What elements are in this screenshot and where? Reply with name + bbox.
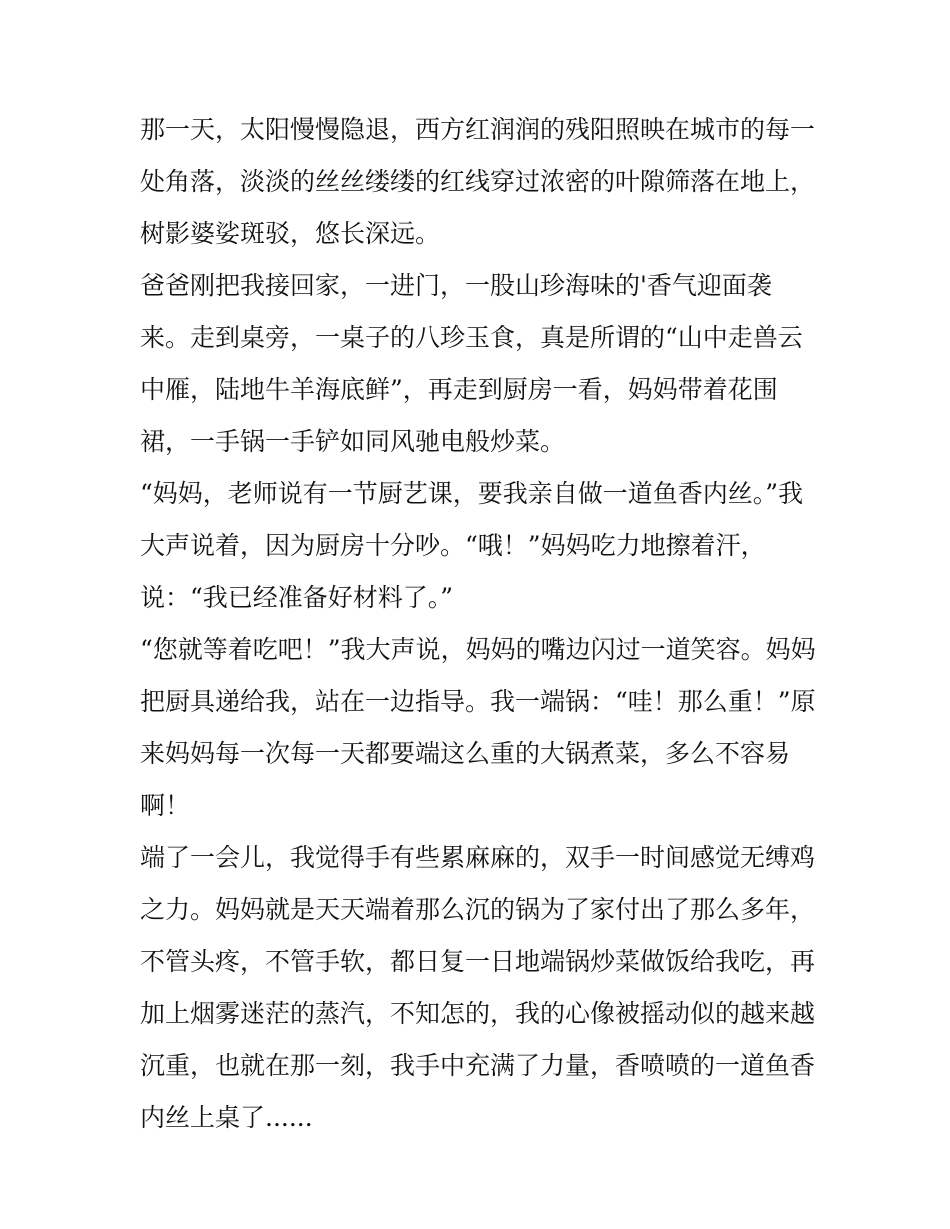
text-line: 端了一会儿，我觉得手有些累麻麻的，双手一时间感觉无缚鸡 <box>140 843 816 872</box>
paragraph-4 <box>140 624 820 832</box>
text-line: 中雁，陆地牛羊海底鲜”，再走到厨房一看，妈妈带着花围 <box>140 375 778 404</box>
paragraph-5 <box>140 832 820 1144</box>
essay-text <box>140 104 820 1144</box>
text-line: 裙，一手锅一手铲如同风驰电般炒菜。 <box>140 427 566 456</box>
text-line: 来妈妈每一次每一天都要端这么重的大锅煮菜，多么不容易 <box>140 739 791 768</box>
text-line: 沉重，也就在那一刻，我手中充满了力量，香喷喷的一道鱼香 <box>140 1051 816 1080</box>
text-line: 啊！ <box>140 791 191 820</box>
text-line: “妈妈，老师说有一节厨艺课，要我亲自做一道鱼香内丝。”我 <box>140 479 804 508</box>
text-line: “您就等着吃吧！”我大声说，妈妈的嘴边闪过一道笑容。妈妈 <box>140 635 816 664</box>
text-line: 那一天，太阳慢慢隐退，西方红润润的残阳照映在城市的每一 <box>140 115 816 144</box>
text-line: 说：“我已经准备好材料了。” <box>140 583 454 612</box>
paragraph-2 <box>140 260 820 468</box>
text-line: 大声说着，因为厨房十分吵。“哦！”妈妈吃力地擦着汗， <box>140 531 766 560</box>
text-line: 处角落，淡淡的丝丝缕缕的红线穿过浓密的叶隙筛落在地上， <box>140 167 816 196</box>
text-line: 内丝上桌了...... <box>140 1103 313 1132</box>
text-line: 加上烟雾迷茫的蒸汽，不知怎的，我的心像被摇动似的越来越 <box>140 999 816 1028</box>
text-line: 不管头疼，不管手软，都日复一日地端锅炒菜做饭给我吃，再 <box>140 947 816 976</box>
text-line: 来。走到桌旁，一桌子的八珍玉食，真是所谓的“山中走兽云 <box>140 323 803 352</box>
text-line: 之力。妈妈就是天天端着那么沉的锅为了家付出了那么多年， <box>140 895 816 924</box>
text-line: 把厨具递给我，站在一边指导。我一端锅：“哇！那么重！”原 <box>140 687 816 716</box>
text-line: 爸爸刚把我接回家，一进门，一股山珍海味的'香气迎面袭 <box>140 271 772 300</box>
text-line: 树影婆娑斑驳，悠长深远。 <box>140 219 441 248</box>
paragraph-3 <box>140 468 820 624</box>
paragraph-1 <box>140 104 820 260</box>
